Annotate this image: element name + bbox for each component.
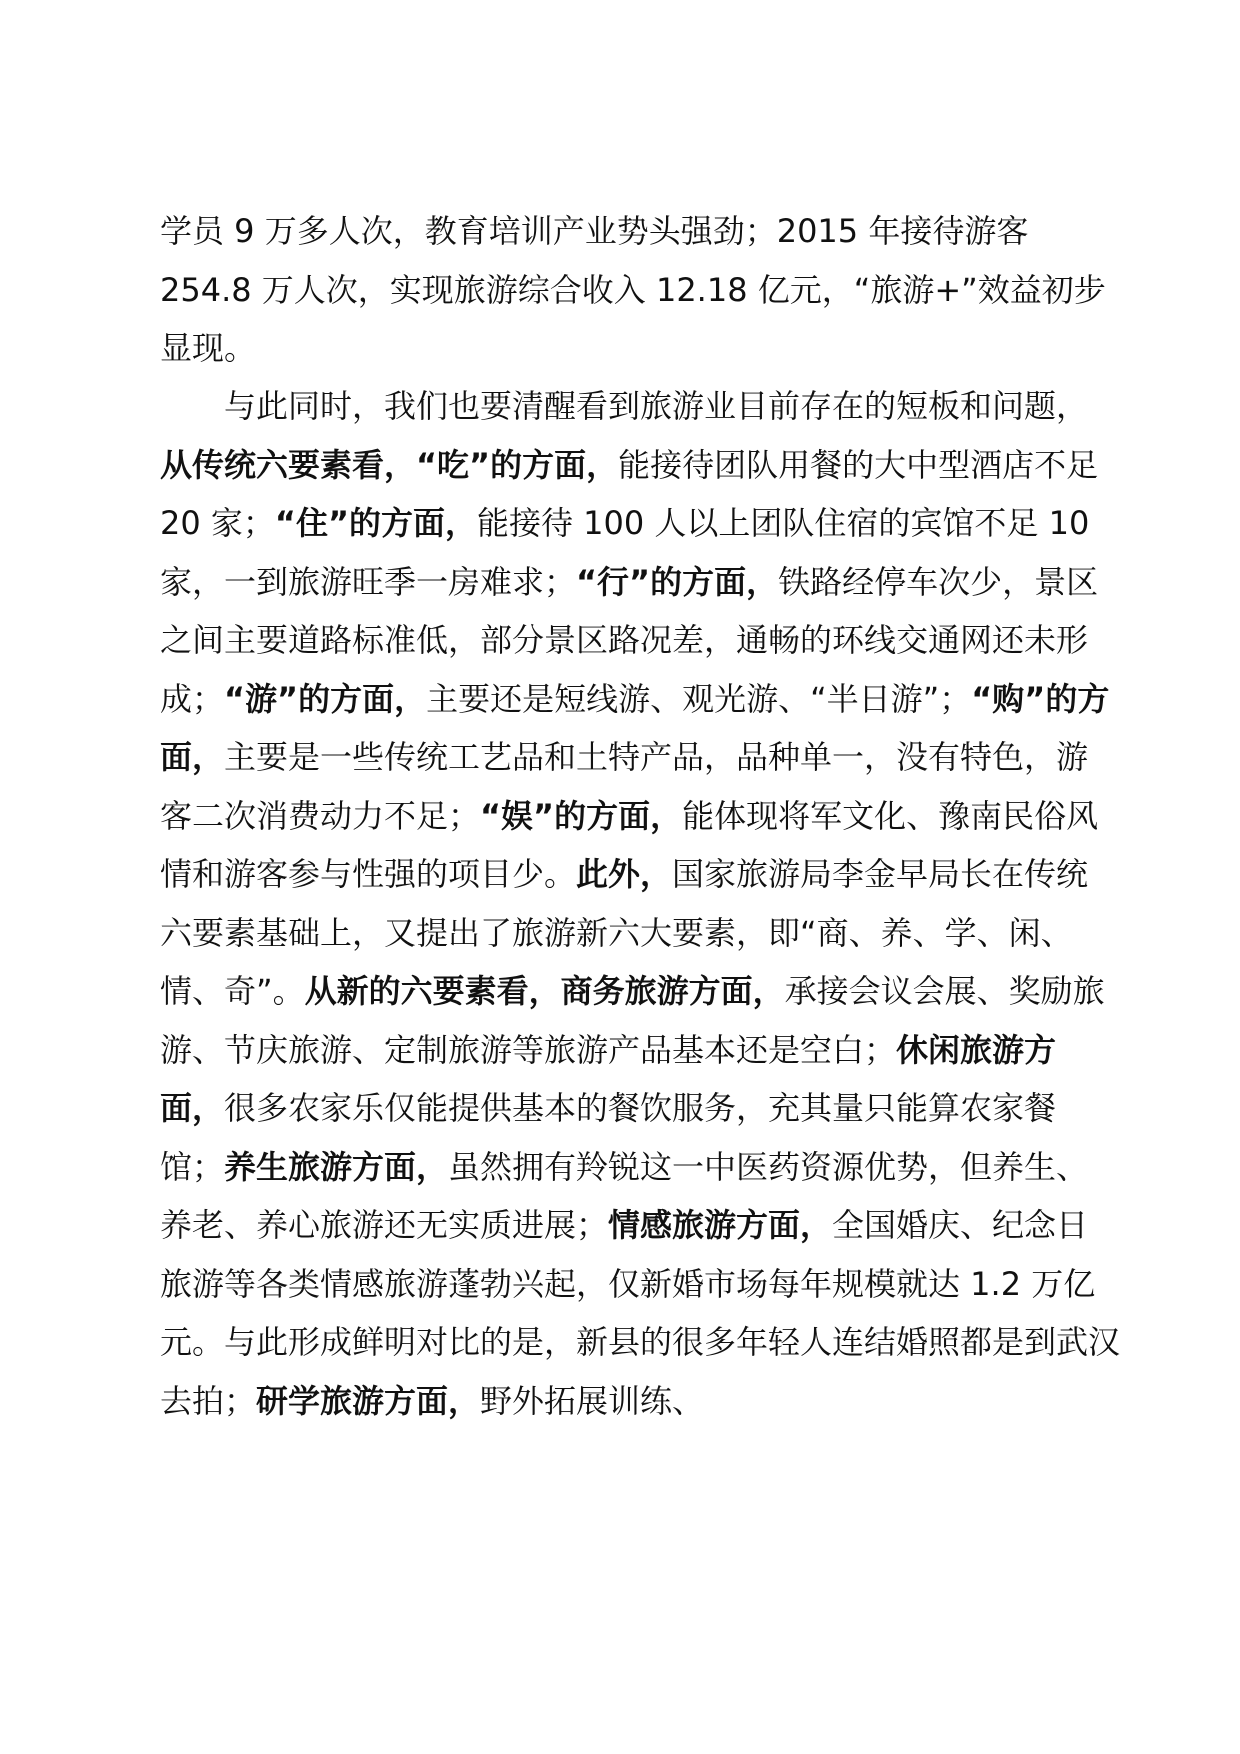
bold-heading-text: 休闲旅游方面， [160,1030,1057,1127]
bold-heading-text: 研学旅游方面， [256,1381,481,1420]
paragraph-text: 学员 9 万多人次，教育培训产业势头强劲；2015 年接待游客 254.8 万人次，实现旅游综合收入 12.18 亿元，“旅游+”效益初步显现。 [160,212,1106,367]
paragraph-text: 野外拓展训练、 [480,1381,705,1420]
paragraph-text: 承接会议会展、奖励旅游、节庆旅游、定制旅游等旅游产品基本还是空白； [160,972,1105,1069]
bold-heading-text: “游”的方面， [224,679,427,718]
bold-heading-text: 从传统六要素看，“吃”的方面， [160,445,619,484]
paragraph-text: 铁路经停车次少，景区之间主要道路标准低，部分景区路况差，通畅的环线交通网还未形成； [160,562,1099,718]
bold-heading-text: 此外， [576,855,673,893]
paragraph-text: 虽然拥有羚锐这一中医药资源优势，但养生、养老、养心旅游还无实质进展； [160,1147,1089,1244]
paragraph-text: 能接待 100 人以上团队住宿的宾馆不足 10 家，一到旅游旺季一房难求； [160,504,1090,601]
bold-heading-text: 情感旅游方面， [608,1206,833,1244]
paragraph-text: 全国婚庆、纪念日旅游等各类情感旅游蓬勃兴起，仅新婚市场每年规模就达 1.2 万亿元。与此形成鲜明对比的是，新县的很多年轻人连结婚照都是到武汉去拍； [160,1206,1121,1420]
paragraph-text: 国家旅游局李金早局长在传统六要素基础上，又提出了旅游新六大要素，即“商、养、学、闲、情、奇”。 [160,855,1089,1010]
paragraph-text: 能体现将军文化、豫南民俗风情和游客参与性强的项目少。 [160,796,1099,893]
bold-heading-text: “购”的方面， [160,679,1110,776]
bold-heading-text: “住”的方面， [274,504,477,542]
bold-heading-text: 养生旅游方面， [224,1147,449,1186]
bold-heading-text: 从新的六要素看，商务旅游方面， [304,972,785,1010]
paragraph-text: 主要还是短线游、观光游、“半日游”； [426,679,972,718]
body-paragraph [160,377,1120,1430]
paragraph-text: 主要是一些传统工艺品和土特产品，品种单一，没有特色，游客二次消费动力不足； [160,738,1089,835]
bold-heading-text: “娱”的方面， [480,796,683,835]
paragraph-text: 很多农家乐仅能提供基本的餐饮服务，充其量只能算农家餐馆； [160,1089,1057,1186]
paragraph-text: 能接待团队用餐的大中型酒店不足 20 家； [160,445,1099,542]
paragraph-text: 与此同时，我们也要清醒看到旅游业目前存在的短板和问题， [224,387,1089,425]
body-paragraph [160,202,1120,378]
bold-heading-text: “行”的方面， [576,562,779,601]
